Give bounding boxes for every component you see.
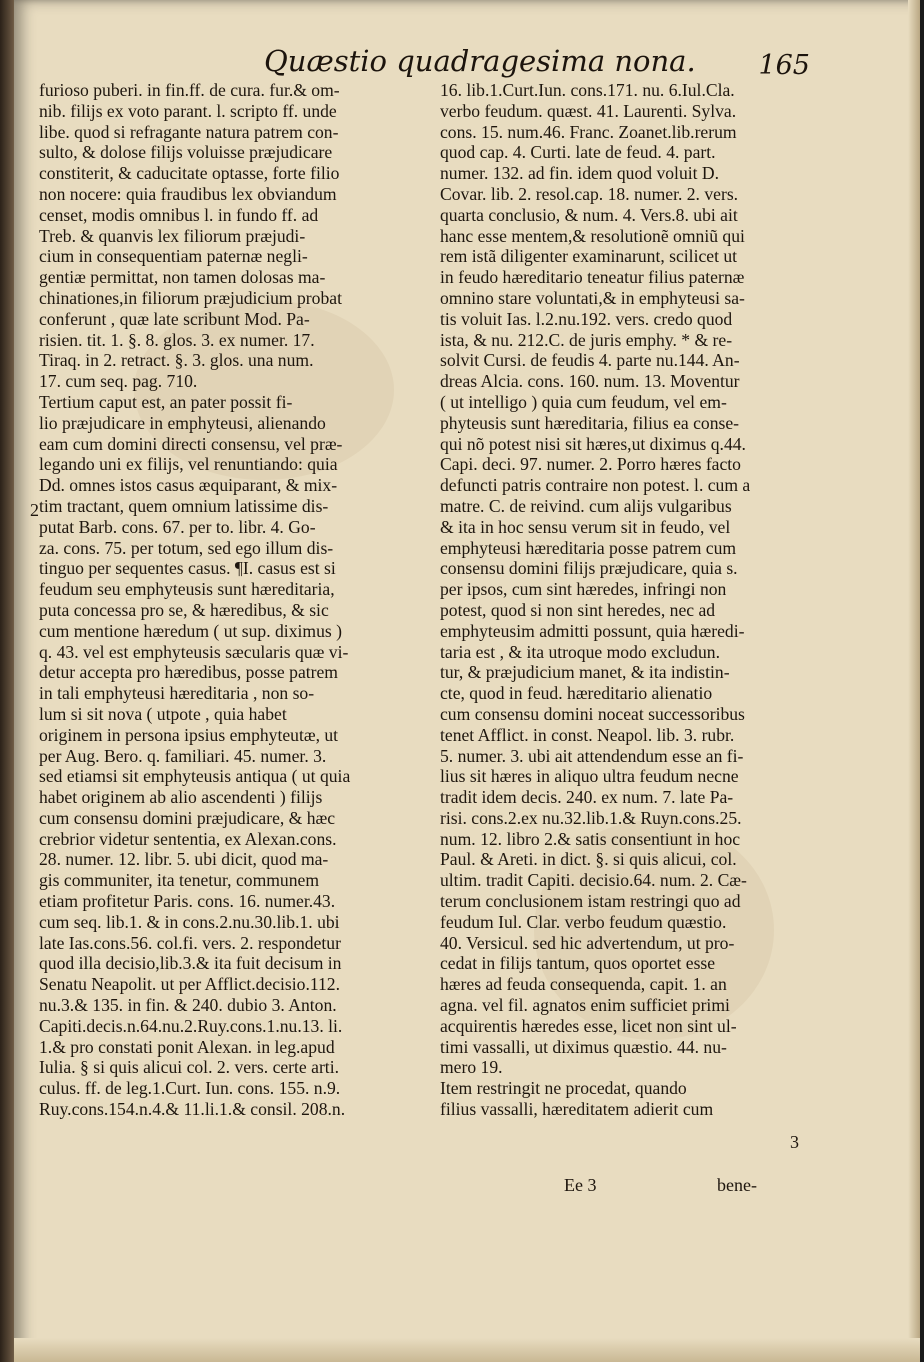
text-line: 40. Versicul. sed hic advertendum, ut pro-	[440, 932, 735, 953]
text-line: terum conclusionem istam restringi quo ad	[440, 891, 741, 912]
page-number: 165	[758, 50, 810, 81]
text-line: ultim. tradit Capiti. decisio.64. num. 2. Cæ-	[440, 870, 747, 891]
text-line: nib. filijs ex voto parant. l. scripto ff. unde	[39, 100, 337, 121]
text-line: lius sit hæres in aliquo ultra feudum necne	[440, 766, 739, 787]
text-line: Treb. & quanvis lex filiorum præjudi-	[39, 225, 306, 246]
text-line: in feudo hæreditario teneatur filius paternæ	[440, 267, 745, 288]
text-line: ( ut intelligo ) quia cum feudum, vel em-	[440, 391, 727, 412]
text-line: tim tractant, quem omnium latissime dis-	[39, 495, 329, 516]
text-line: Covar. lib. 2. resol.cap. 18. numer. 2. vers.	[440, 183, 739, 204]
text-line: Item restringit ne procedat, quando	[440, 1078, 687, 1099]
text-line: quod illa decisio,lib.3.& ita fuit decisum in	[39, 953, 342, 974]
text-line: Capi. deci. 97. numer. 2. Porro hæres facto	[440, 454, 741, 475]
text-line: 28. numer. 12. libr. 5. ubi dicit, quod ma-	[39, 849, 329, 870]
text-line: putat Barb. cons. 67. per to. libr. 4. Go-	[39, 516, 316, 537]
text-line: phyteusis sunt hæreditaria, filius ea conse-	[440, 412, 740, 433]
text-line: hæres ad feuda consequenda, capit. 1. an	[440, 974, 727, 995]
text-line: Capiti.decis.n.64.nu.2.Ruy.cons.1.nu.13. li.	[39, 1015, 343, 1036]
text-line: lio præjudicare in emphyteusi, alienando	[39, 412, 326, 433]
text-line: emphyteusim admitti possunt, quia hæredi-	[440, 620, 745, 641]
text-line: tinguo per sequentes casus. ¶I. casus est si	[39, 558, 336, 579]
margin-number-right: 3	[790, 1132, 799, 1152]
text-line: non nocere: quia fraudibus lex obviandum	[39, 183, 337, 204]
text-line: cum consensu domini noceat successoribus	[440, 703, 745, 724]
text-line: emphyteusi hæreditaria posse patrem cum	[440, 537, 737, 558]
text-line: tis voluit Ias. l.2.nu.192. vers. credo quod	[440, 308, 733, 329]
text-line: Ruy.cons.154.n.4.& 11.li.1.& consil. 208.n.	[39, 1099, 346, 1120]
text-line: conferunt , quæ late scribunt Mod. Pa-	[39, 308, 310, 329]
text-line: sulto, & dolose filijs voluisse præjudicare	[39, 142, 333, 163]
text-line: & ita in hoc sensu verum sit in feudo, vel	[440, 516, 731, 537]
margin-number-left: 2	[30, 500, 39, 520]
text-line: chinationes,in filiorum præjudicium probat	[39, 287, 342, 308]
text-line: quod cap. 4. Curti. late de feud. 4. part.	[440, 142, 716, 163]
text-line: verbo feudum. quæst. 41. Laurenti. Sylva.	[440, 100, 737, 121]
text-line: risien. tit. 1. §. 8. glos. 3. ex numer. 17.	[39, 329, 315, 350]
text-line: puta concessa pro se, & hæredibus, & sic	[39, 599, 329, 620]
text-line: hanc esse mentem,& resolutionẽ omniũ qui	[440, 225, 745, 246]
text-line: Senatu Neapolit. ut per Afflict.decisio.112.	[39, 974, 340, 995]
text-line: crebrior videtur sententia, ex Alexan.cons.	[39, 828, 337, 849]
text-line: tradit idem decis. 240. ex num. 7. late Pa-	[440, 787, 734, 808]
text-line: eam cum domini directi consensu, vel præ-	[39, 433, 343, 454]
page-edge	[908, 0, 920, 1362]
text-line: 17. cum seq. pag. 710.	[39, 371, 198, 392]
text-line: filius vassalli, hæreditatem adierit cum	[440, 1099, 714, 1120]
book-page	[14, 0, 920, 1362]
text-line: cedat in filijs tantum, quos oportet esse	[440, 953, 716, 974]
text-line: feudum Iul. Clar. verbo feudum quæstio.	[440, 911, 727, 932]
text-line: solvit Cursi. de feudis 4. parte nu.144. An-	[440, 350, 740, 371]
text-line: tenet Afflict. in const. Neapol. lib. 3. rubr.	[440, 724, 735, 745]
text-line: furioso puberi. in fin.ff. de cura. fur.& om-	[39, 80, 340, 100]
text-line: late Ias.cons.56. col.fi. vers. 2. respondetur	[39, 932, 341, 953]
text-line: qui nõ potest nisi sit hæres,ut diximus q.44.	[440, 433, 746, 454]
text-line: risi. cons.2.ex nu.32.lib.1.& Ruyn.cons.25.	[440, 807, 742, 828]
text-line: consensu domini filijs præjudicare, quia s.	[440, 558, 738, 579]
text-line: etiam profitetur Paris. cons. 16. numer.43.	[39, 891, 336, 912]
text-line: 5. numer. 3. ubi ait attendendum esse an fi-	[440, 745, 744, 766]
text-line: nu.3.& 135. in fin. & 240. dubio 3. Anton.	[39, 995, 337, 1016]
text-line: za. cons. 75. per totum, sed ego illum dis-	[39, 537, 334, 558]
text-line: sed etiamsi sit emphyteusis antiqua ( ut quia	[39, 766, 351, 787]
text-line: timi vassalli, ut diximus quæstio. 44. nu-	[440, 1036, 727, 1057]
text-line: ista, & nu. 212.C. de juris emphy. * & re-	[440, 329, 733, 350]
text-line: per ipsos, cum sint hæredes, infringi non	[440, 579, 727, 600]
text-line: omnino stare voluntati,& in emphyteusi sa-	[440, 287, 745, 308]
text-line: num. 12. libro 2.& satis consentiunt in hoc	[440, 828, 741, 849]
text-line: cum consensu domini præjudicare, & hæc	[39, 807, 336, 828]
text-line: q. 43. vel est emphyteusis sæcularis quæ vi-	[39, 641, 349, 662]
text-line: feudum seu emphyteusis sunt hæreditaria,	[39, 579, 335, 600]
text-line: habet originem ab alio ascendenti ) filijs	[39, 787, 323, 808]
catchword: bene-	[717, 1175, 757, 1195]
right-text-column	[440, 80, 805, 1120]
text-line: acquirentis hæredes esse, licet non sint ul-	[440, 1015, 737, 1036]
text-line: 16. lib.1.Curt.Iun. cons.171. nu. 6.Iul.Cla.	[440, 80, 735, 100]
text-line: mero 19.	[440, 1057, 503, 1078]
text-line: gis communiter, ita tenetur, communem	[39, 870, 320, 891]
text-line: dreas Alcia. cons. 160. num. 13. Moventur	[440, 371, 740, 392]
text-line: culus. ff. de leg.1.Curt. Iun. cons. 155. n.9.	[39, 1078, 341, 1099]
text-line: taria est , & ita utroque modo excludun.	[440, 641, 720, 662]
text-line: libe. quod si refragante natura patrem con-	[39, 121, 339, 142]
text-line: cte, quod in feud. hæreditario alienatio	[440, 683, 713, 704]
text-line: detur accepta pro hæredibus, posse patrem	[39, 662, 338, 683]
text-line: legando uni ex filijs, vel renuntiando: quia	[39, 454, 338, 475]
text-line: agna. vel fil. agnatos enim sufficiet primi	[440, 995, 730, 1016]
text-line: cum mentione hæredum ( ut sup. diximus )	[39, 620, 342, 641]
text-line: Dd. omnes istos casus æquiparant, & mix-	[39, 475, 338, 496]
left-text-column	[39, 80, 429, 1120]
text-line: Tiraq. in 2. retract. §. 3. glos. una num.	[39, 350, 314, 371]
text-line: quarta conclusio, & num. 4. Vers.8. ubi ait	[440, 204, 738, 225]
text-line: potest, quod si non sint heredes, nec ad	[440, 599, 716, 620]
text-line: cium in consequentiam paternæ negli-	[39, 246, 308, 267]
text-line: Tertium caput est, an pater possit fi-	[39, 391, 293, 412]
text-line: matre. C. de reivind. cum alijs vulgaribus	[440, 495, 732, 516]
text-line: tur, & præjudicium manet, & ita indistin-	[440, 662, 730, 683]
text-line: Iulia. § si quis alicui col. 2. vers. certe arti.	[39, 1057, 339, 1078]
text-line: lum si sit nova ( utpote , quia habet	[39, 703, 287, 724]
text-line: rem istã diligenter examinarunt, scilicet ut	[440, 246, 738, 267]
text-line: cons. 15. num.46. Franc. Zoanet.lib.rerum	[440, 121, 737, 142]
running-title: Quæstio quadragesima nona.	[264, 44, 696, 78]
text-line: censet, modis omnibus l. in fundo ff. ad	[39, 204, 319, 225]
page-bottom-edge	[14, 1338, 920, 1362]
text-line: defuncti patris contraire non potest. l. cum a	[440, 475, 751, 496]
text-line: constiterit, & caducitate optasse, forte filio	[39, 163, 340, 184]
text-line: cum seq. lib.1. & in cons.2.nu.30.lib.1. ubi	[39, 911, 340, 932]
text-line: per Aug. Bero. q. familiari. 45. numer. 3.	[39, 745, 327, 766]
signature-mark: Ee 3	[564, 1175, 597, 1195]
text-line: Paul. & Areti. in dict. §. si quis alicui, col.	[440, 849, 737, 870]
text-line: gentiæ permittat, non tamen dolosas ma-	[39, 267, 326, 288]
text-line: 1.& pro constati ponit Alexan. in leg.apud	[39, 1036, 335, 1057]
text-line: numer. 132. ad fin. idem quod voluit D.	[440, 163, 720, 184]
text-line: in tali emphyteusi hæreditaria , non so-	[39, 683, 315, 704]
text-line: originem in persona ipsius emphyteutæ, ut	[39, 724, 339, 745]
